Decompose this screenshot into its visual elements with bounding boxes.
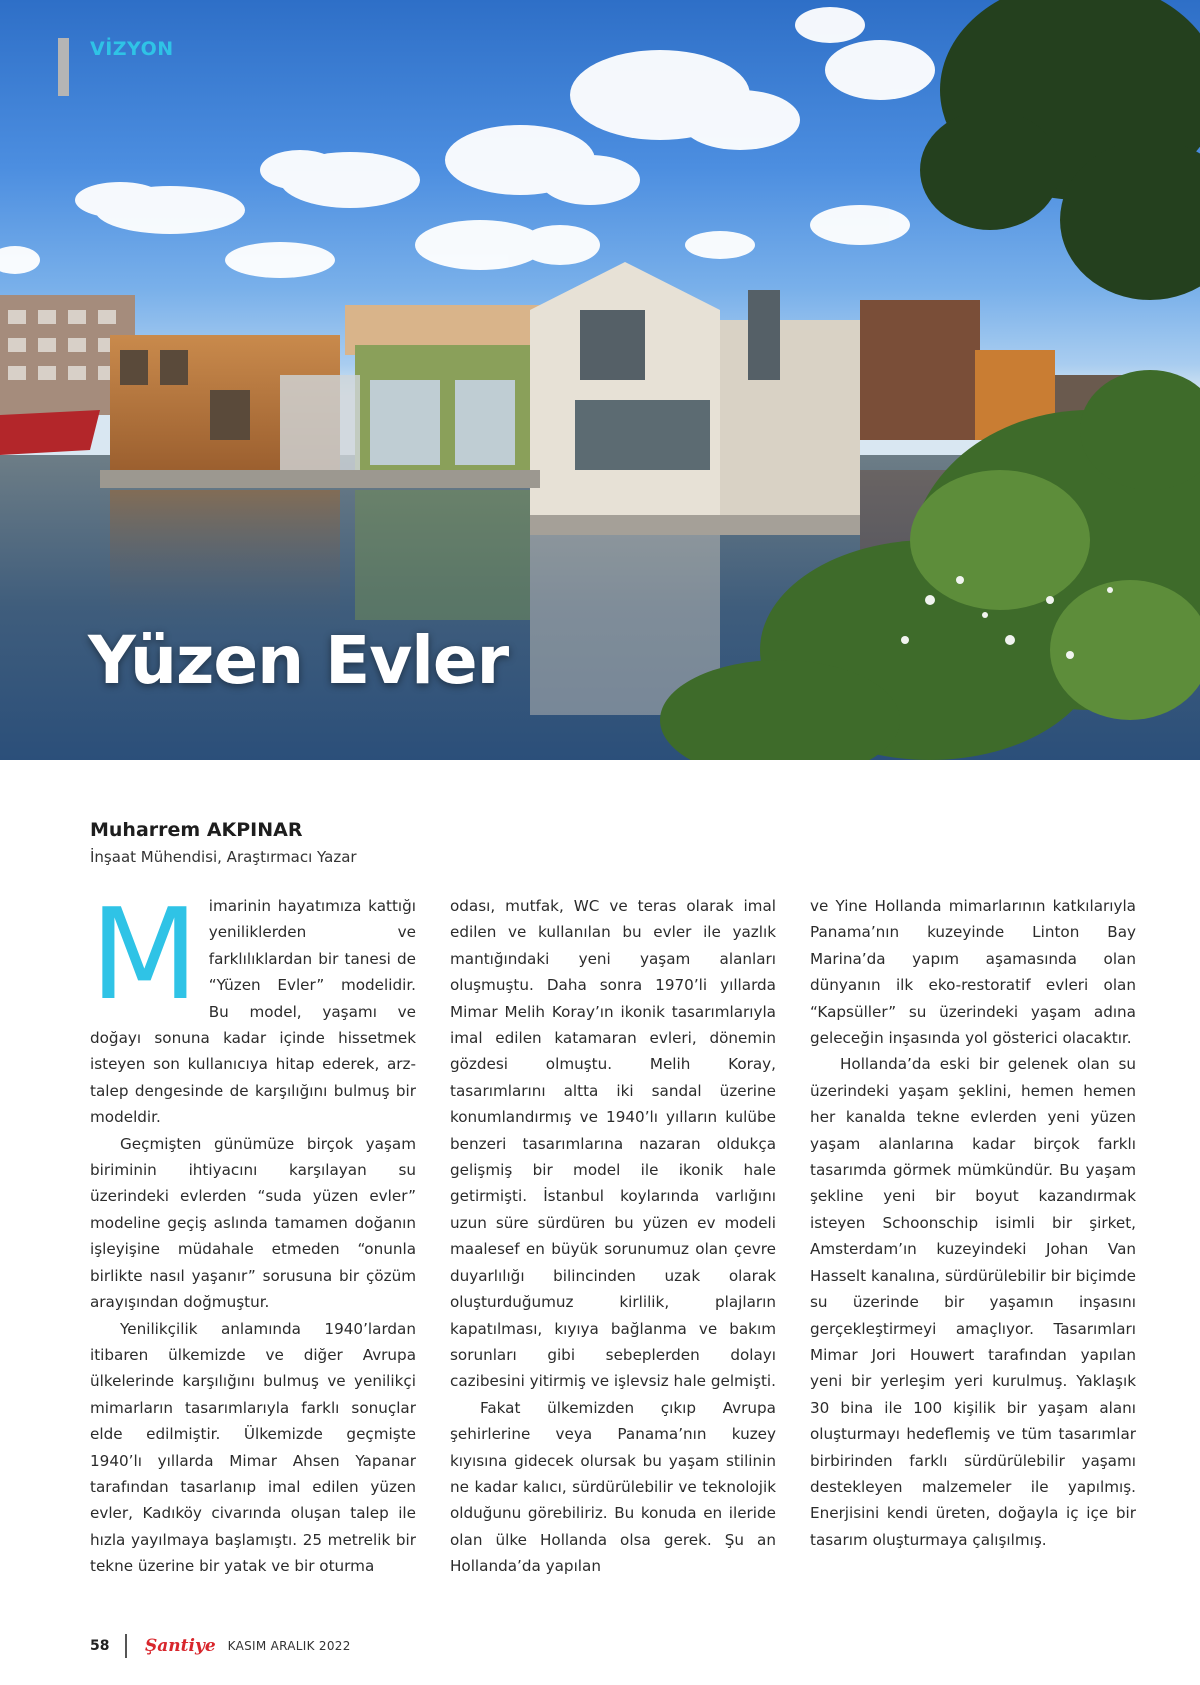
- issue-date: KASIM ARALIK 2022: [227, 1639, 351, 1653]
- article-column-1: [90, 881, 416, 1580]
- section-marker-bar: [58, 38, 69, 96]
- magazine-logo: Şantiye: [144, 1636, 216, 1656]
- author-role: İnşaat Mühendisi, Araştırmacı Yazar: [90, 848, 357, 866]
- page-number: 58: [90, 1638, 110, 1654]
- drop-cap: M: [90, 881, 199, 1028]
- author-name: Muharrem AKPINAR: [90, 819, 303, 841]
- paragraph: Geçmişten günümüze birçok yaşam biriminin ihtiyacını karşılayan su üzerindeki evlerden “suda yüzen evler” modeline geçiş aslında tamamen doğanın işleyişine müdahale etmeden “onunla birlikte nasıl yaşanır” sorusuna bir çözüm arayışından doğmuştur.: [90, 1134, 416, 1312]
- article-column-2: [450, 893, 776, 1580]
- footer-divider: [125, 1634, 127, 1658]
- paragraph: imarinin hayatımıza kattığı yeniliklerden ve farklılıklardan bir tanesi de “Yüzen Evler” modelidir. Bu model, yaşamı ve doğayı sonuna kadar içinde hissetmek isteyen son kullanıcıya hitap ederek, arz-talep dengesinde de karşılığını bulmuş bir modeldir.: [90, 897, 416, 1127]
- paragraph: ve Yine Hollanda mimarlarının katkılarıyla Panama’nın kuzeyinde Linton Bay Marina’da yapım aşamasında olan dünyanın ilk eko-restoratif evleri olan “Kapsüller” su üzerindeki yaşam adına geleceğin inşasında yol gösterici olacaktır.: [810, 897, 1136, 1048]
- article-column-3: [810, 893, 1136, 1553]
- page-footer: [90, 1634, 351, 1658]
- section-label: VİZYON: [90, 38, 174, 60]
- hero-photo: [0, 0, 1200, 760]
- paragraph: Hollanda’da eski bir gelenek olan su üzerindeki yaşam şeklini, hemen hemen her kanalda tekne evlerden yeni yüzen yaşam alanlarına kadar birçok farklı tasarımda görmek mümkündür. Bu yaşam şekline yeni bir boyut kazandırmak isteyen Schoonschip isimli bir şirket, Amsterdam’ın kuzeyindeki Johan Van Hasselt kanalına, sürdürülebilir bir biçimde su üzerinde bir yaşamın inşasını gerçekleştirmeyi amaçlıyor. Tasarımları Mimar Jori Houwert tarafından yapılan yeni bir yerleşim yeri kurulmuş. Yaklaşık 30 bina ile 100 kişilik bir yaşam alanı oluşturmayı hedeflemiş ve tüm tasarımlar birbirinden farklı sürdürülebilir yaşamı destekleyen malzemeler ile yapılmış. Enerjisini kendi üreten, doğayla iç içe bir tasarım oluşturmaya çalışılmış.: [810, 1055, 1136, 1549]
- article-title: Yüzen Evler: [88, 622, 509, 699]
- paragraph: Fakat ülkemizden çıkıp Avrupa şehirlerine veya Panama’nın kuzey kıyısına gidecek olursak bu yaşam stilinin ne kadar kalıcı, sürdürülebilir ve teknolojik olduğunu görebiliriz. Bu konuda en ileride olan ülke Hollanda olsa gerek. Şu an Hollanda’da yapılan: [450, 1398, 776, 1576]
- paragraph: Yenilikçilik anlamında 1940’lardan itibaren ülkemizde ve diğer Avrupa ülkelerinde karşılığını bulmuş ve yenilikçi mimarların tasarımlarıyla farklı sonuçlar elde edilmiştir. Ülkemizde geçmişte 1940’lı yıllarda Mimar Ahsen Yapanar tarafından tasarlanıp imal edilen yüzen evler, Kadıköy civarında oluşan talep ile hızla yayılmaya başlamıştı. 25 metrelik bir tekne üzerine bir yatak ve bir oturma: [90, 1319, 416, 1576]
- paragraph: odası, mutfak, WC ve teras olarak imal edilen ve kullanılan bu evler ile yazlık mantığındaki yeni yaşam alanları oluşmuştu. Daha sonra 1970’li yıllarda Mimar Melih Koray’ın ikonik tasarımlarıyla imal edilen katamaran evleri, dönemin gözdesi olmuştu. Melih Koray, tasarımlarını altta iki sandal üzerine konumlandırmış ve 1940’lı yılların kulübe benzeri tasarımlarına nazaran oldukça gelişmiş bir model ile ikonik hale getirmişti. İstanbul koylarında varlığını uzun süre sürdüren bu yüzen ev modeli maalesef en büyük sorunumuz olan çevre duyarlılığı bilincinden uzak olarak oluşturduğumuz kirlilik, plajların kapatılması, kıyıya bağlanma ve bakım sorunları gibi sebeplerden dolayı cazibesini yitirmiş ve işlevsiz hale gelmişti.: [450, 897, 776, 1391]
